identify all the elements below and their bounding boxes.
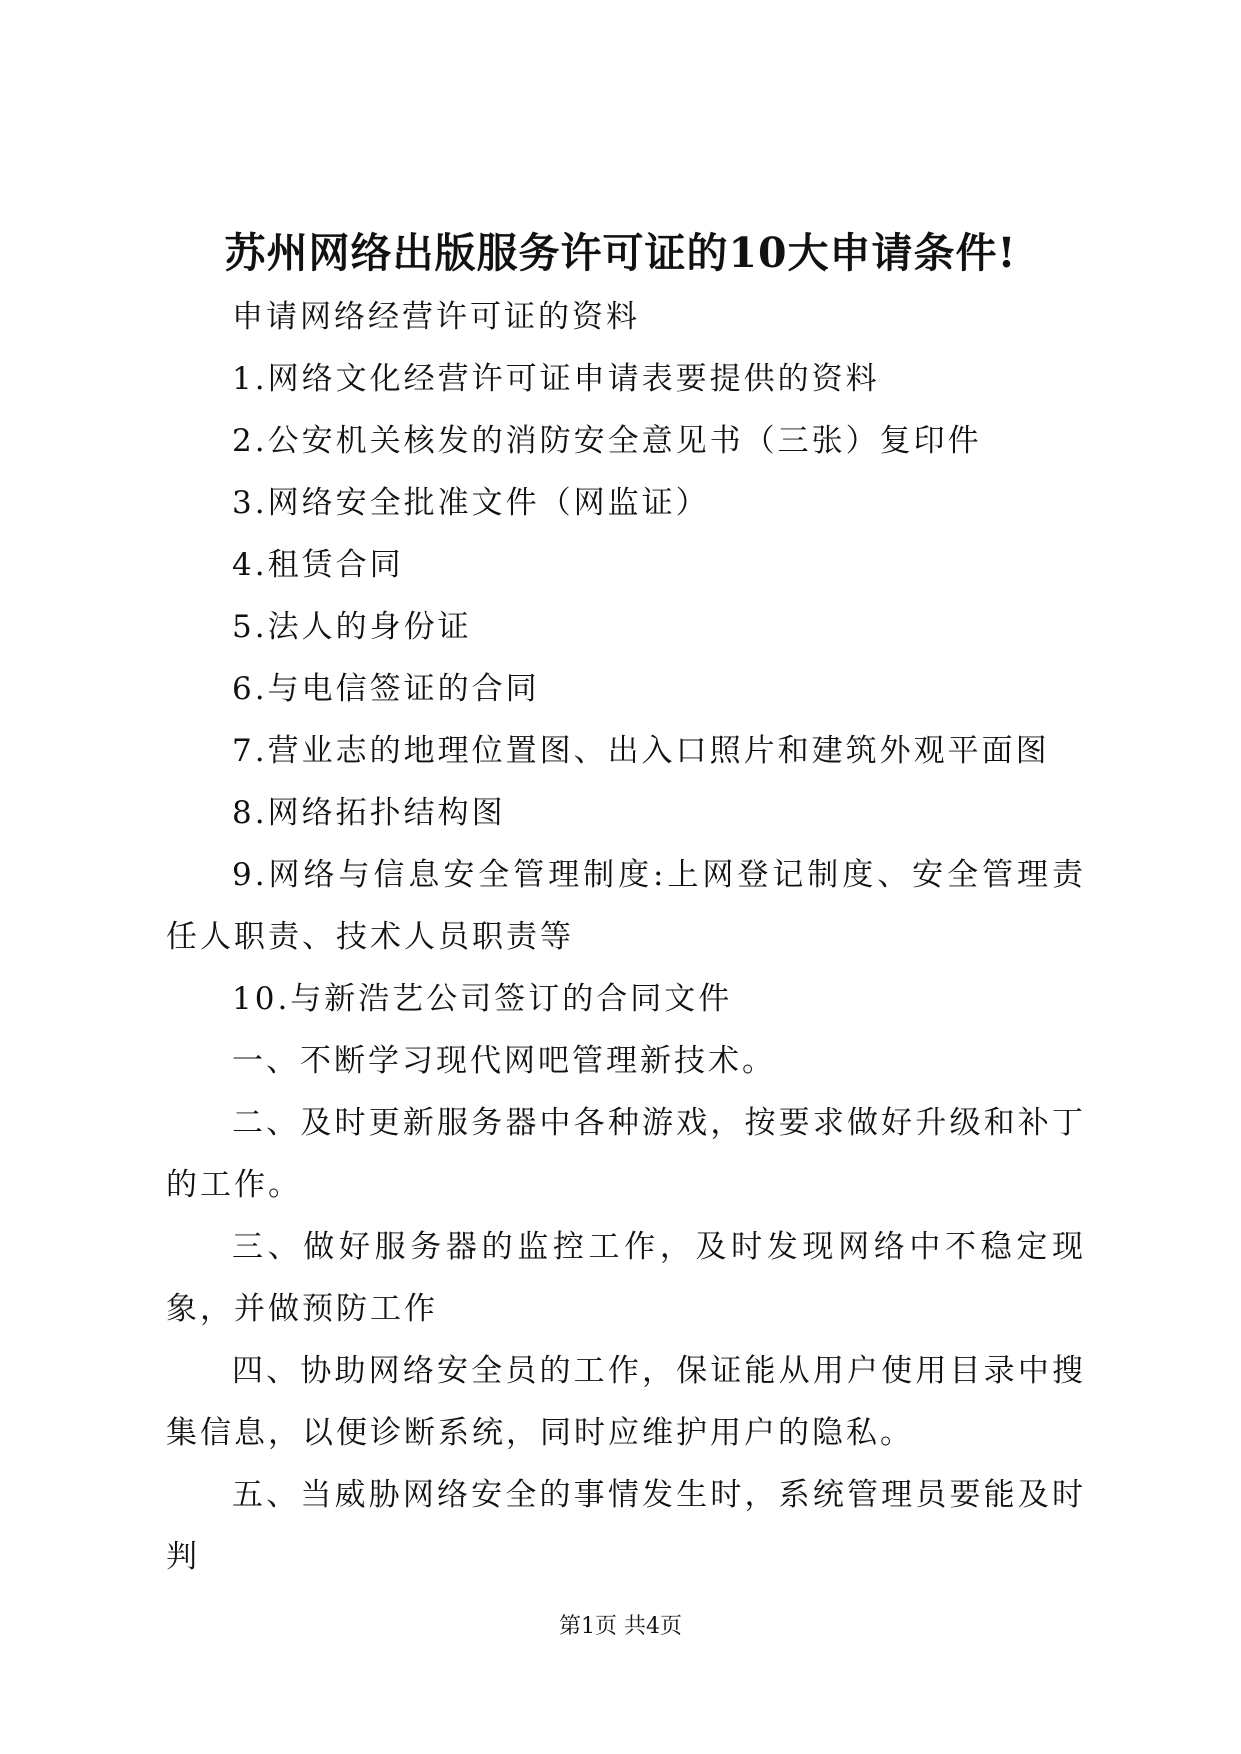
- paragraph: 8.网络拓扑结构图: [232, 795, 506, 831]
- paragraph: 一、不断学习现代网吧管理新技术。: [232, 1043, 776, 1079]
- paragraph: 2.公安机关核发的消防安全意见书（三张）复印件: [232, 423, 982, 459]
- paragraph: 4.租赁合同: [232, 547, 404, 583]
- document-body: [166, 286, 1086, 1588]
- paragraph: 3.网络安全批准文件（网监证）: [232, 485, 710, 521]
- paragraph: 5.法人的身份证: [232, 609, 472, 645]
- paragraph: 1.网络文化经营许可证申请表要提供的资料: [232, 361, 880, 397]
- paragraph: 五、当威胁网络安全的事情发生时，系统管理员要能及时判: [166, 1477, 1086, 1575]
- paragraph: 10.与新浩艺公司签订的合同文件: [232, 981, 733, 1017]
- paragraph: 二、及时更新服务器中各种游戏，按要求做好升级和补丁的工作。: [166, 1105, 1086, 1203]
- paragraph: 7.营业志的地理位置图、出入口照片和建筑外观平面图: [232, 733, 1050, 769]
- paragraph: 四、协助网络安全员的工作，保证能从用户使用目录中搜集信息，以便诊断系统，同时应维护用户的隐私。: [166, 1353, 1086, 1451]
- page-footer: 第1页 共4页: [559, 1614, 682, 1639]
- paragraph: 申请网络经营许可证的资料: [232, 299, 640, 335]
- document-title: 苏州网络出版服务许可证的10大申请条件!: [224, 229, 1017, 277]
- paragraph: 6.与电信签证的合同: [232, 671, 540, 707]
- paragraph: 三、做好服务器的监控工作，及时发现网络中不稳定现象，并做预防工作: [166, 1229, 1086, 1327]
- paragraph: 9.网络与信息安全管理制度:上网登记制度、安全管理责任人职责、技术人员职责等: [166, 857, 1086, 955]
